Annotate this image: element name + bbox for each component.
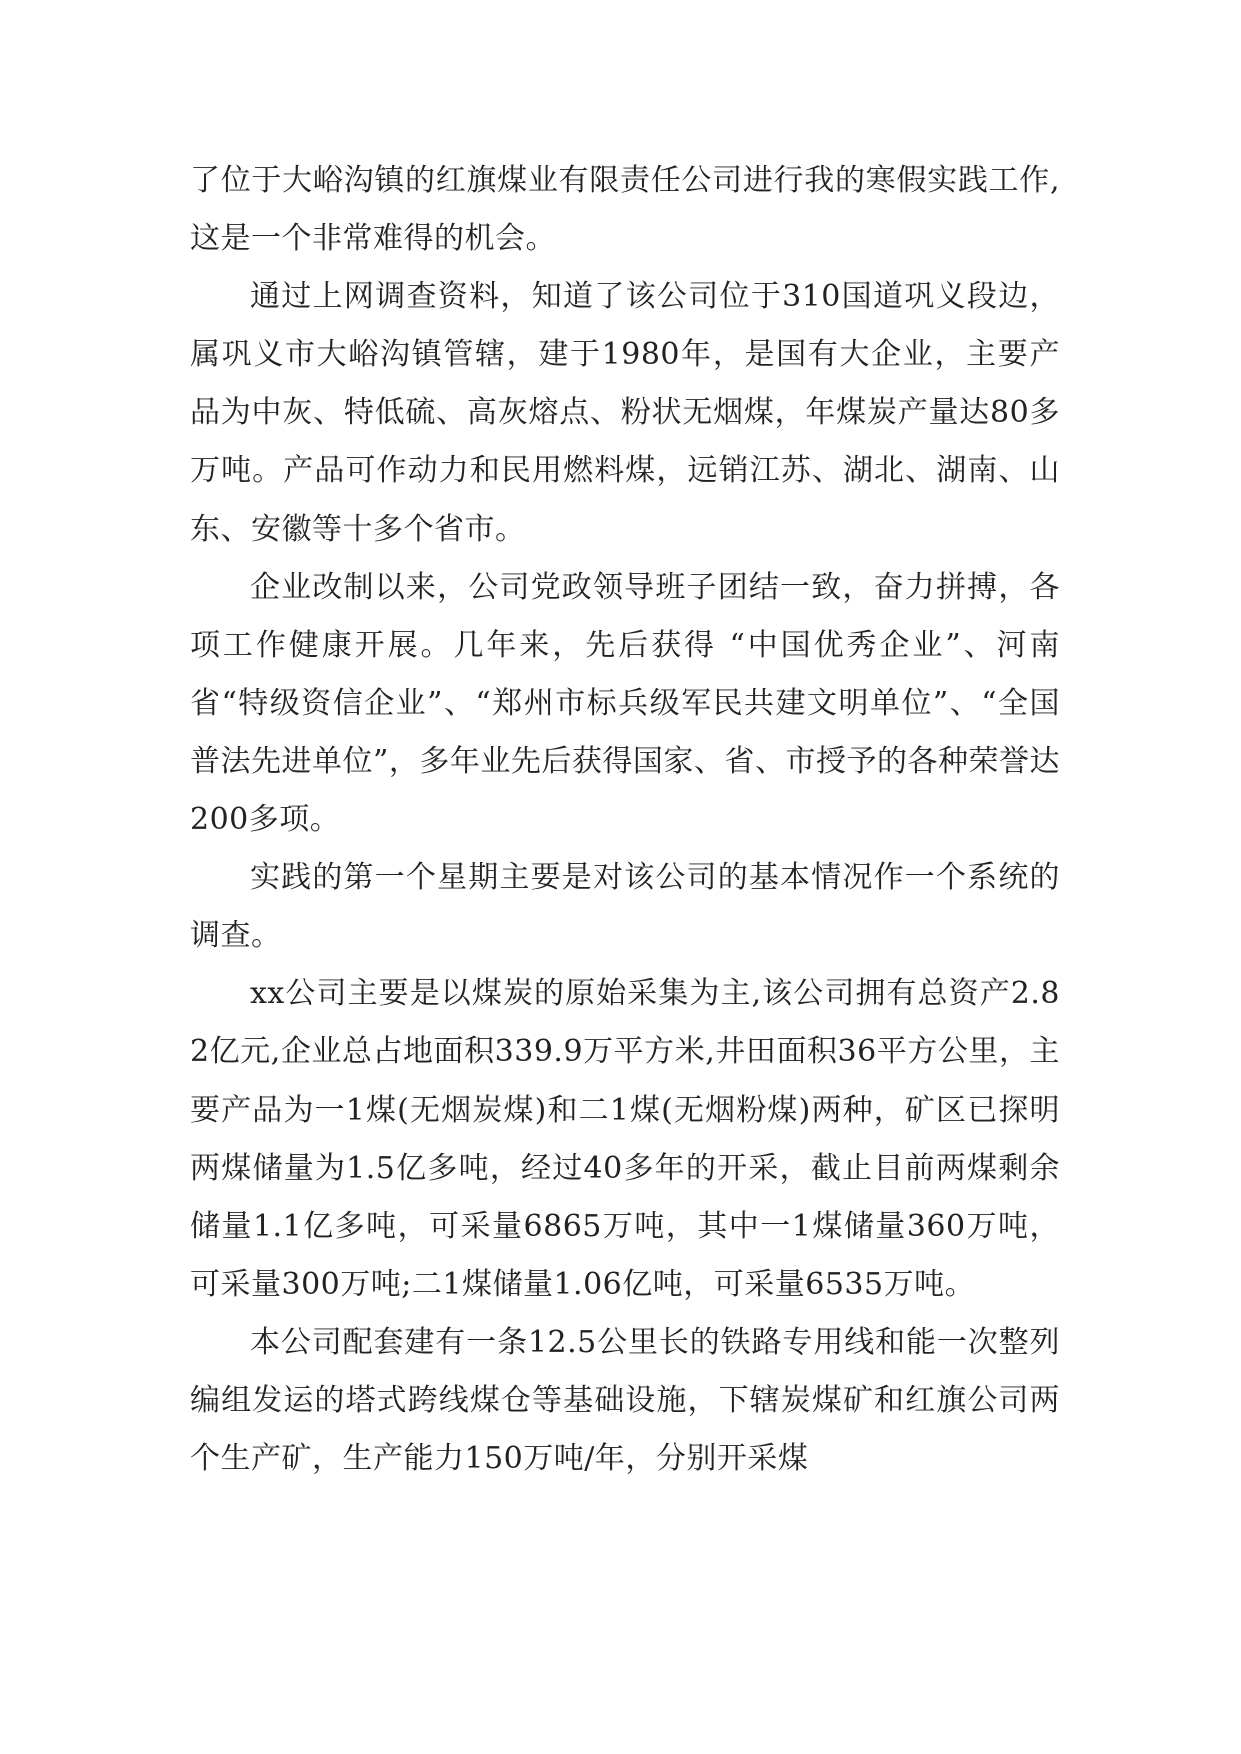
- paragraph-company-location: 通过上网调查资料，知道了该公司位于310国道巩义段边，属巩义市大峪沟镇管辖，建于1980年，是国有大企业，主要产品为中灰、特低硫、高灰熔点、粉状无烟煤，年煤炭产量达80多万吨。产品可作动力和民用燃料煤，远销江苏、湖北、湖南、山东、安徽等十多个省市。: [190, 279, 1060, 547]
- paragraph-first-week: 实践的第一个星期主要是对该公司的基本情况作一个系统的调查。: [190, 860, 1060, 954]
- paragraph-continued: 了位于大峪沟镇的红旗煤业有限责任公司进行我的寒假实践工作,这是一个非常难得的机会。: [190, 163, 1060, 257]
- paragraph-infrastructure: 本公司配套建有一条12.5公里长的铁路专用线和能一次整列编组发运的塔式跨线煤仓等基础设施，下辖炭煤矿和红旗公司两个生产矿，生产能力150万吨/年，分别开采煤: [190, 1324, 1060, 1477]
- paragraph-assets-reserves: xx公司主要是以煤炭的原始采集为主,该公司拥有总资产2.82亿元,企业总占地面积339.9万平方米,井田面积36平方公里，主要产品为一1煤(无烟炭煤)和二1煤(无烟粉煤)两种，矿区已探明两煤储量为1.5亿多吨，经过40多年的开采，截止目前两煤剩余储量1.1亿多吨，可采量6865万吨，其中一1煤储量360万吨，可采量300万吨;二1煤储量1.06亿吨，可采量6535万吨。: [190, 976, 1060, 1302]
- paragraph-honors: 企业改制以来，公司党政领导班子团结一致，奋力拼搏，各项工作健康开展。几年来，先后获得 “中国优秀企业”、河南省“特级资信企业”、“郑州市标兵级军民共建文明单位”、“全国普法先进单位”，多年业先后获得国家、省、市授予的各种荣誉达200多项。: [190, 569, 1060, 838]
- body-text: [190, 152, 1060, 1488]
